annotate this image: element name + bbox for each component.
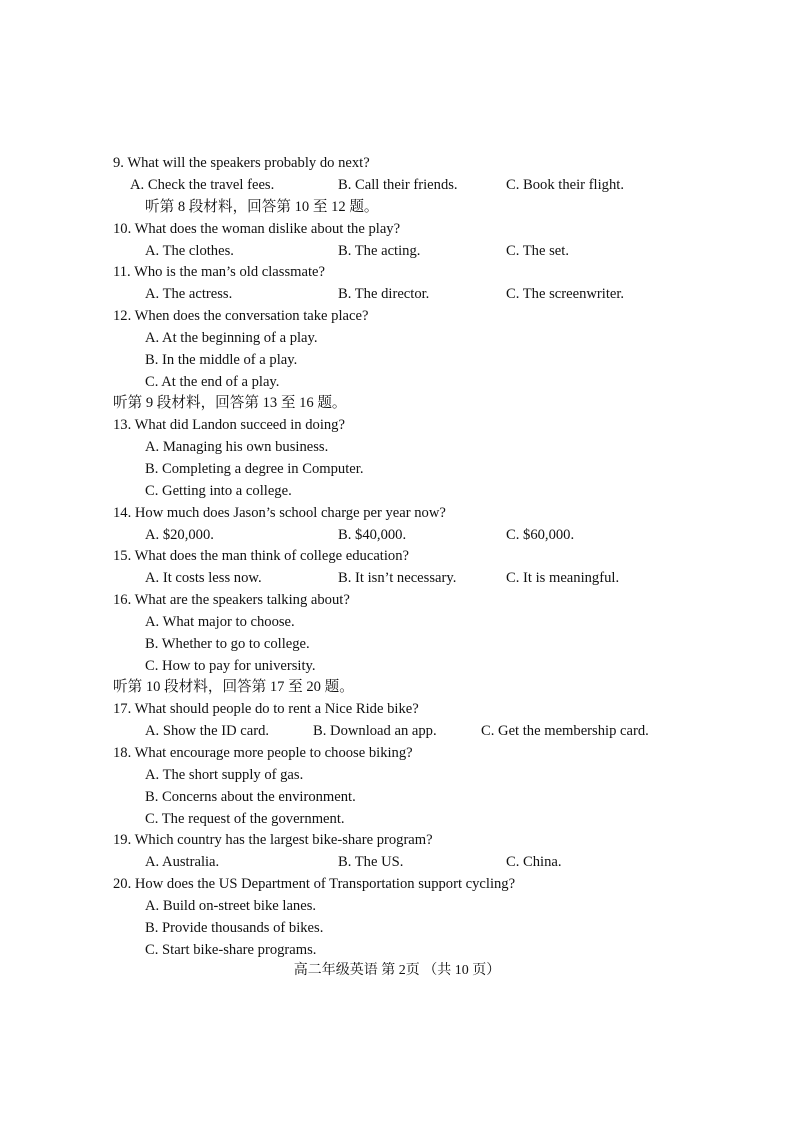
- q15-option-b: B. It isn’t necessary.: [338, 570, 457, 586]
- question-19: 19. Which country has the largest bike-share program?: [113, 832, 433, 848]
- q12-option-a: A. At the beginning of a play.: [145, 330, 318, 346]
- q10-option-b: B. The acting.: [338, 243, 421, 259]
- question-20: 20. How does the US Department of Transportation support cycling?: [113, 876, 516, 892]
- q16-option-b: B. Whether to go to college.: [145, 636, 310, 652]
- q18-option-b: B. Concerns about the environment.: [145, 789, 356, 805]
- q10-option-c: C. The set.: [506, 243, 569, 259]
- q11-option-b: B. The director.: [338, 286, 430, 302]
- q17-option-b: B. Download an app.: [313, 723, 437, 739]
- q19-option-b: B. The US.: [338, 854, 404, 870]
- q16-option-c: C. How to pay for university.: [145, 658, 316, 674]
- q11-option-a: A. The actress.: [145, 286, 233, 302]
- question-14: 14. How much does Jason’s school charge per year now?: [113, 505, 446, 521]
- q18-option-c: C. The request of the government.: [145, 811, 345, 827]
- section-10-heading: 听第 10 段材料，回答第 17 至 20 题。: [113, 679, 354, 695]
- q12-option-b: B. In the middle of a play.: [145, 352, 298, 368]
- question-9: 9. What will the speakers probably do next?: [113, 155, 370, 171]
- question-17: 17. What should people do to rent a Nice Ride bike?: [113, 701, 419, 717]
- question-12: 12. When does the conversation take place?: [113, 308, 369, 324]
- q20-option-a: A. Build on-street bike lanes.: [145, 898, 317, 914]
- question-11: 11. Who is the man’s old classmate?: [113, 264, 325, 280]
- q14-option-c: C. $60,000.: [506, 527, 575, 543]
- question-10: 10. What does the woman dislike about the play?: [113, 221, 401, 237]
- q15-option-c: C. It is meaningful.: [506, 570, 620, 586]
- q11-option-c: C. The screenwriter.: [506, 286, 625, 302]
- q17-option-a: A. Show the ID card.: [145, 723, 270, 739]
- q12-option-c: C. At the end of a play.: [145, 374, 280, 390]
- q14-option-b: B. $40,000.: [338, 527, 407, 543]
- q19-option-c: C. China.: [506, 854, 562, 870]
- question-16: 16. What are the speakers talking about?: [113, 592, 350, 608]
- q19-option-a: A. Australia.: [145, 854, 220, 870]
- question-13: 13. What did Landon succeed in doing?: [113, 417, 345, 433]
- question-15: 15. What does the man think of college education?: [113, 548, 409, 564]
- q17-option-c: C. Get the membership card.: [481, 723, 649, 739]
- q9-option-a: A. Check the travel fees.: [130, 177, 275, 193]
- q20-option-c: C. Start bike-share programs.: [145, 942, 317, 958]
- q20-option-b: B. Provide thousands of bikes.: [145, 920, 324, 936]
- q14-option-a: A. $20,000.: [145, 527, 214, 543]
- question-18: 18. What encourage more people to choose biking?: [113, 745, 413, 761]
- page-footer: 高二年级英语 第 2页 （共 10 页）: [293, 963, 501, 978]
- q13-option-a: A. Managing his own business.: [145, 439, 329, 455]
- q18-option-a: A. The short supply of gas.: [145, 767, 304, 783]
- q10-option-a: A. The clothes.: [145, 243, 234, 259]
- q13-option-c: C. Getting into a college.: [145, 483, 292, 499]
- section-8-heading: 听第 8 段材料，回答第 10 至 12 题。: [145, 199, 379, 215]
- q9-option-b: B. Call their friends.: [338, 177, 458, 193]
- q13-option-b: B. Completing a degree in Computer.: [145, 461, 364, 477]
- q9-option-c: C. Book their flight.: [506, 177, 624, 193]
- q16-option-a: A. What major to choose.: [145, 614, 295, 630]
- q15-option-a: A. It costs less now.: [145, 570, 262, 586]
- section-9-heading: 听第 9 段材料，回答第 13 至 16 题。: [113, 395, 347, 411]
